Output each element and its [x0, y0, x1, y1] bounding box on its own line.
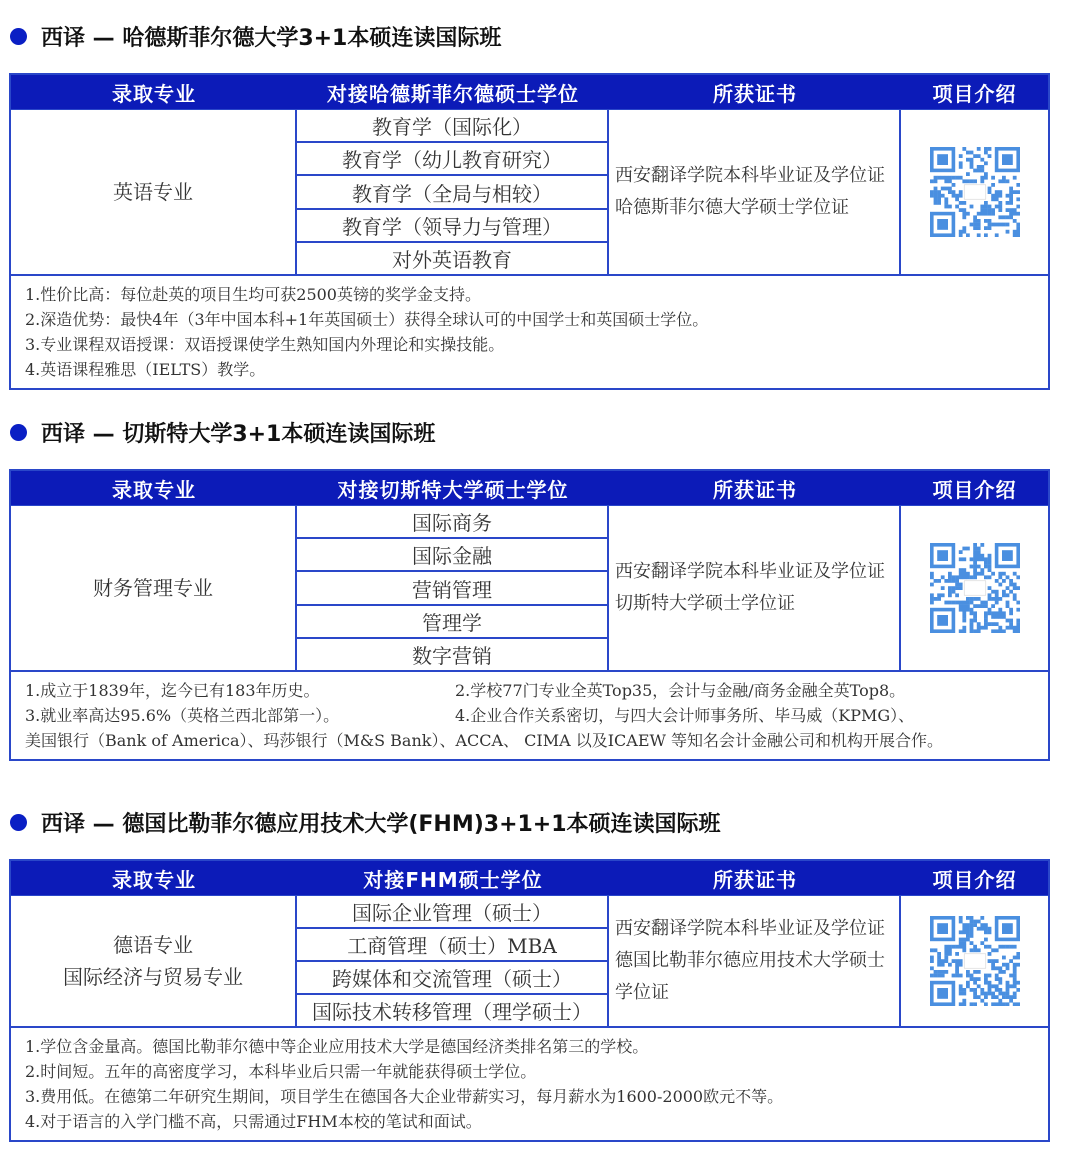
section-title-text: 西译 — 切斯特大学3+1本硕连读国际班 [41, 421, 436, 447]
note-item: 2.学校77门专业全英Top35，会计与金融/商务金融全英Top8。 [455, 681, 906, 700]
note-item: 4.对于语言的入学门槛不高，只需通过FHM本校的笔试和面试。 [25, 1112, 482, 1131]
bullet-icon [10, 424, 27, 441]
note-item: 1.成立于1839年，迄今已有183年历史。 [25, 681, 320, 700]
header-degree: 对接切斯特大学硕士学位 [337, 477, 569, 502]
certificate-line: 西安翻译学院本科毕业证及学位证 [615, 918, 885, 939]
qr-code-icon[interactable] [930, 916, 1020, 1006]
degree-item: 教育学（幼儿教育研究） [297, 143, 607, 176]
section-title-huddersfield [10, 16, 501, 56]
header-major: 录取专业 [112, 477, 196, 502]
notes-box [11, 1026, 1048, 1140]
note-item: 美国银行（Bank of America）、玛莎银行（M&S Bank）、ACCA、 CIMA 以及ICAEW 等知名会计金融公司和机构开展合作。 [25, 731, 944, 750]
intro-cell [901, 506, 1048, 670]
degree-item: 国际企业管理（硕士） [297, 896, 607, 929]
program-table-fhm [9, 859, 1050, 1142]
major-cell [11, 506, 297, 670]
degree-item: 管理学 [297, 606, 607, 639]
major-name: 英语专业 [113, 180, 193, 204]
degree-item: 国际商务 [297, 506, 607, 539]
note-item: 4.企业合作关系密切，与四大会计师事务所、毕马威（KPMG）、 [455, 706, 915, 725]
note-item: 2.深造优势：最快4年（3年中国本科+1年英国硕士）获得全球认可的中国学士和英国硕士学位。 [25, 310, 709, 329]
header-degree: 对接哈德斯菲尔德硕士学位 [327, 81, 579, 106]
degree-item: 营销管理 [297, 572, 607, 605]
section-title-text: 西译 — 哈德斯菲尔德大学3+1本硕连读国际班 [41, 25, 502, 51]
table-body [11, 109, 1048, 274]
certificate-cell [609, 896, 901, 1026]
degree-item: 工商管理（硕士）MBA [297, 929, 607, 962]
bullet-icon [10, 28, 27, 45]
degrees-cell [297, 110, 609, 274]
certificate-line: 德国比勒菲尔德应用技术大学硕士 [615, 950, 885, 971]
intro-cell [901, 110, 1048, 274]
notes-box [11, 274, 1048, 388]
degrees-cell [297, 896, 609, 1026]
certificate-line: 西安翻译学院本科毕业证及学位证 [615, 165, 885, 186]
note-item: 1.性价比高：每位赴英的项目生均可获2500英镑的奖学金支持。 [25, 285, 481, 304]
degrees-cell [297, 506, 609, 670]
table-body [11, 505, 1048, 670]
degree-item: 数字营销 [412, 643, 492, 668]
major-name: 财务管理专业 [93, 576, 213, 600]
note-row [25, 678, 1034, 703]
degree-item: 对外英语教育 [392, 247, 512, 272]
header-major: 录取专业 [112, 867, 196, 892]
note-item: 3.费用低。在德第二年研究生期间，项目学生在德国各大企业带薪实习，每月薪水为1600-2000欧元不等。 [25, 1087, 784, 1106]
header-intro: 项目介绍 [932, 81, 1017, 106]
bullet-icon [10, 814, 27, 831]
section-title-text: 西译 — 德国比勒菲尔德应用技术大学(FHM)3+1+1本硕连读国际班 [41, 811, 721, 837]
degree-item: 跨媒体和交流管理（硕士） [297, 962, 607, 995]
header-certificate: 所获证书 [713, 867, 797, 892]
note-item: 1.学位含金量高。德国比勒菲尔德中等企业应用技术大学是德国经济类排名第三的学校。 [25, 1037, 649, 1056]
major-cell [11, 110, 297, 274]
note-item: 3.就业率高达95.6%（英格兰西北部第一）。 [25, 706, 340, 725]
header-intro: 项目介绍 [932, 477, 1017, 502]
table-body [11, 895, 1048, 1026]
note-item: 2.时间短。五年的高密度学习，本科毕业后只需一年就能获得硕士学位。 [25, 1062, 537, 1081]
degree-item: 教育学（全局与相较） [297, 176, 607, 209]
table-header [11, 75, 1048, 109]
header-degree: 对接FHM硕士学位 [363, 867, 543, 892]
certificate-line: 哈德斯菲尔德大学硕士学位证 [615, 197, 849, 218]
certificate-cell [609, 506, 901, 670]
qr-code-icon[interactable] [930, 543, 1020, 633]
table-header [11, 471, 1048, 505]
intro-cell [901, 896, 1048, 1026]
degree-item: 国际金融 [297, 539, 607, 572]
notes-box [11, 670, 1048, 759]
major-cell [11, 896, 297, 1026]
section-title-chester [10, 412, 435, 452]
certificate-line: 西安翻译学院本科毕业证及学位证 [615, 561, 885, 582]
program-table-huddersfield [9, 73, 1050, 390]
major-name: 德语专业 [113, 933, 193, 957]
certificate-line: 切斯特大学硕士学位证 [615, 593, 795, 614]
degree-item: 国际技术转移管理（理学硕士） [312, 1000, 592, 1024]
degree-item: 教育学（领导力与管理） [297, 210, 607, 243]
section-title-fhm [10, 802, 721, 842]
header-intro: 项目介绍 [932, 867, 1017, 892]
certificate-cell [609, 110, 901, 274]
header-major: 录取专业 [112, 81, 196, 106]
program-table-chester [9, 469, 1050, 761]
table-header [11, 861, 1048, 895]
header-certificate: 所获证书 [713, 81, 797, 106]
header-certificate: 所获证书 [713, 477, 797, 502]
note-item: 4.英语课程雅思（IELTS）教学。 [25, 360, 266, 379]
major-name: 国际经济与贸易专业 [63, 965, 243, 989]
note-row [25, 703, 1034, 728]
qr-code-icon[interactable] [930, 147, 1020, 237]
note-item: 3.专业课程双语授课：双语授课使学生熟知国内外理论和实操技能。 [25, 335, 505, 354]
degree-item: 教育学（国际化） [297, 110, 607, 143]
certificate-line: 学位证 [615, 982, 669, 1003]
